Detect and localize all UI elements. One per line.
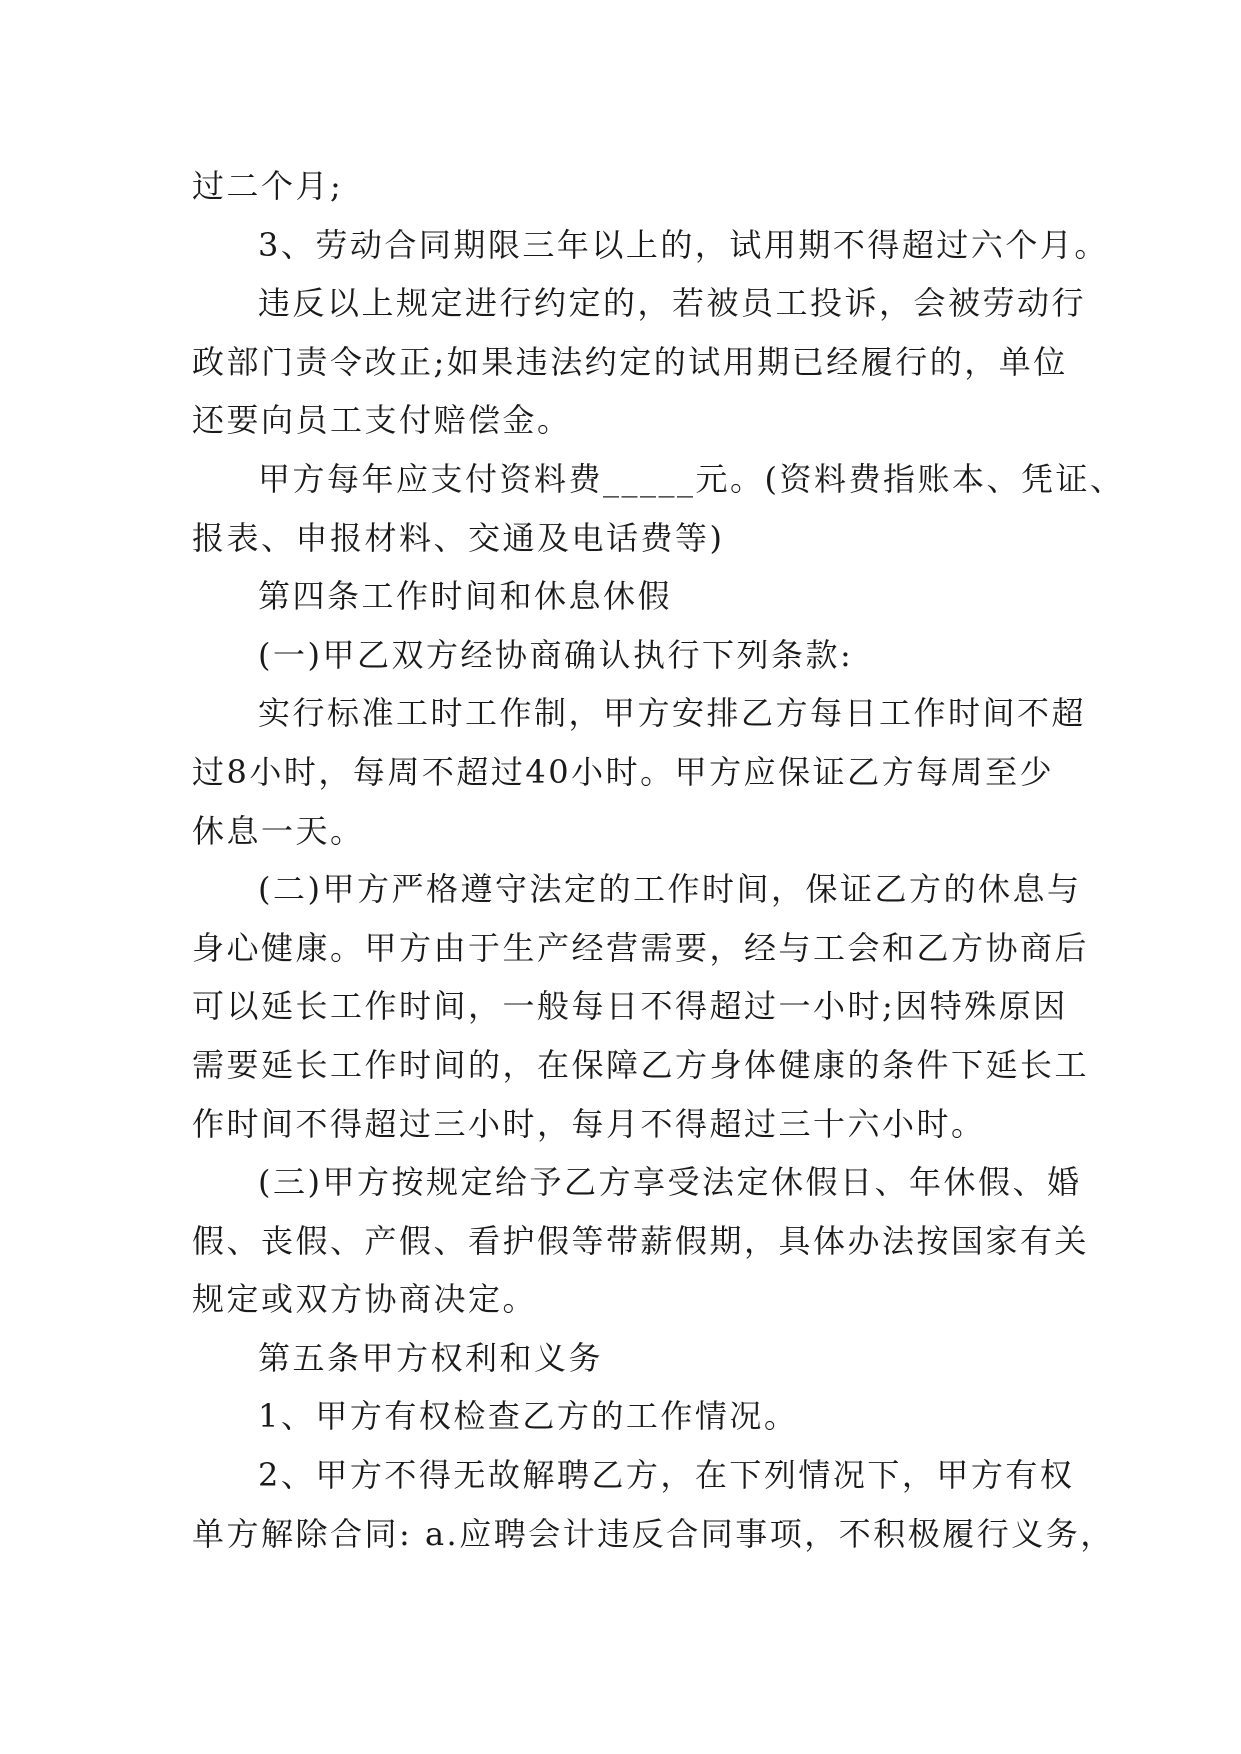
text-line: 3、劳动合同期限三年以上的，试用期不得超过六个月。: [258, 225, 1109, 264]
text-line: 休息一天。: [192, 811, 365, 850]
text-line: (一)甲乙双方经协商确认执行下列条款:: [258, 635, 854, 674]
text-line: 单方解除合同: a.应聘会计违反合同事项，不积极履行义务，: [192, 1514, 1115, 1553]
text-line: 规定或双方协商决定。: [192, 1280, 538, 1319]
paragraph: [192, 216, 1109, 275]
paragraph: [192, 1153, 1082, 1212]
text-line: 需要延长工作时间的，在保障乙方身体健康的条件下延长工: [192, 1045, 1090, 1084]
paragraph-continuation: [192, 333, 1072, 450]
text-line: 过8小时，每周不超过40小时。甲方应保证乙方每周至少: [192, 752, 1055, 791]
text-line: 报表、申报材料、交通及电话费等): [192, 518, 725, 557]
paragraph: [192, 274, 1087, 333]
text-line: 作时间不得超过三小时，每月不得超过三十六小时。: [192, 1104, 986, 1143]
paragraph: [192, 1446, 1075, 1505]
paragraph: [192, 450, 1125, 509]
text-line: 第五条甲方权利和义务: [258, 1338, 604, 1377]
paragraph-continuation: [192, 1212, 1090, 1329]
paragraph: [192, 626, 1072, 685]
section-heading: [192, 1329, 1072, 1388]
text-line: 实行标准工时工作制，甲方安排乙方每日工作时间不超: [258, 694, 1087, 733]
text-line: 违反以上规定进行约定的，若被员工投诉，会被劳动行: [258, 284, 1087, 323]
text-line: (三)甲方按规定给予乙方享受法定休假日、年休假、婚: [258, 1163, 1082, 1202]
paragraph: [192, 157, 1072, 216]
paragraph-continuation: [192, 1505, 1115, 1564]
paragraph-continuation: [192, 919, 1090, 1153]
text-line: 还要向员工支付赔偿金。: [192, 401, 572, 440]
text-line: 1、甲方有权检查乙方的工作情况。: [258, 1397, 799, 1436]
paragraph: [192, 1387, 1072, 1446]
text-line: 2、甲方不得无故解聘乙方，在下列情况下，甲方有权: [258, 1456, 1075, 1495]
text-line: 政部门责令改正;如果违法约定的试用期已经履行的，单位: [192, 342, 1068, 381]
paragraph-continuation: [192, 743, 1072, 860]
text-line: 身心健康。甲方由于生产经营需要，经与工会和乙方协商后: [192, 928, 1090, 967]
text-line: 第四条工作时间和休息休假: [258, 577, 673, 616]
paragraph-continuation: [192, 509, 1072, 568]
text-line: (二)甲方严格遵守法定的工作时间，保证乙方的休息与: [258, 870, 1082, 909]
document-body: [192, 157, 1125, 1563]
text-line: 可以延长工作时间，一般每日不得超过一小时;因特殊原因: [192, 987, 1068, 1026]
paragraph: [192, 684, 1087, 743]
text-line: 过二个月;: [192, 167, 344, 205]
text-line: 假、丧假、产假、看护假等带薪假期，具体办法按国家有关: [192, 1221, 1090, 1260]
text-line: 甲方每年应支付资料费_____元。(资料费指账本、凭证、: [258, 459, 1125, 498]
paragraph: [192, 860, 1082, 919]
section-heading: [192, 567, 1072, 626]
